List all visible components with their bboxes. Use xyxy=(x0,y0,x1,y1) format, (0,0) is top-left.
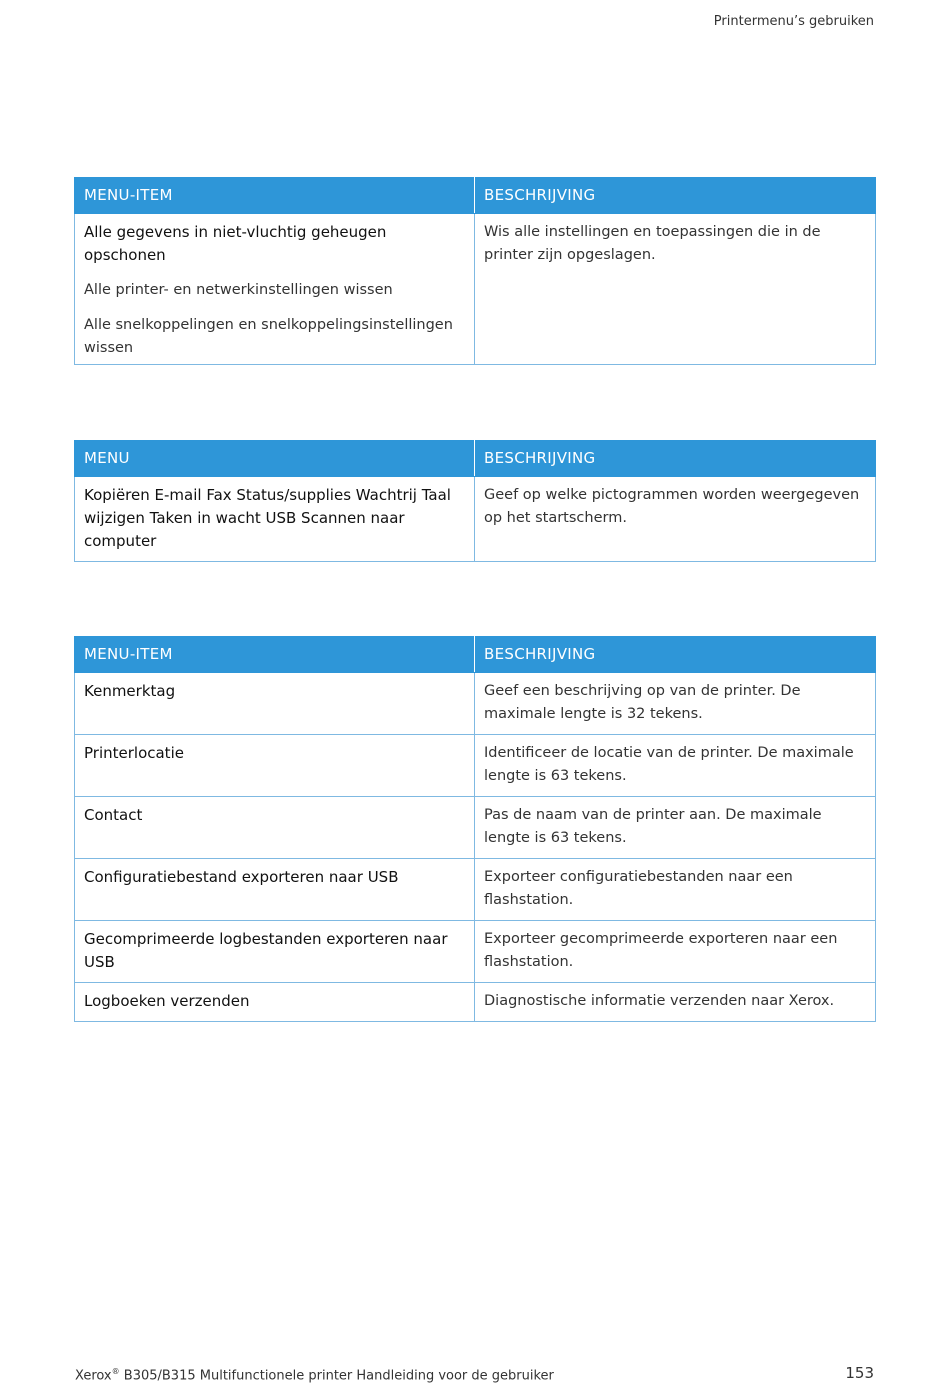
menu-item-option: Alle printer- en netwerkinstellingen wissen xyxy=(84,282,393,298)
column-header-description: BESCHRIJVING xyxy=(475,637,876,673)
description-cell: Geef op welke pictogrammen worden weergegeven op het startscherm. xyxy=(475,477,876,562)
footer-brand: Xerox xyxy=(75,1368,112,1384)
table-row xyxy=(75,214,876,365)
table-header-row xyxy=(75,441,876,477)
menu-item-cell xyxy=(75,214,475,365)
footer-product: B305/B315 Multifunctionele printer Handleiding voor de gebruiker xyxy=(119,1368,554,1384)
description-cell: Diagnostische informatie verzenden naar Xerox. xyxy=(475,983,876,1022)
table-row xyxy=(75,859,876,921)
running-header: Printermenu’s gebruiken xyxy=(713,14,874,29)
menu-item-cell: Contact xyxy=(75,797,475,859)
column-header-description: BESCHRIJVING xyxy=(475,178,876,214)
menu-item-cell: Logboeken verzenden xyxy=(75,983,475,1022)
menu-item-cell: Gecomprimeerde logbestanden exporteren naar USB xyxy=(75,921,475,983)
menu-item-cell: Kenmerktag xyxy=(75,673,475,735)
description-cell: Pas de naam van de printer aan. De maximale lengte is 63 tekens. xyxy=(475,797,876,859)
table-row xyxy=(75,735,876,797)
table-header-row xyxy=(75,637,876,673)
menu-item-name: Alle gegevens in niet-vluchtig geheugen opschonen xyxy=(84,223,387,264)
table-row xyxy=(75,797,876,859)
menu-item-cell: Configuratiebestand exporteren naar USB xyxy=(75,859,475,921)
table-row xyxy=(75,673,876,735)
menu-table-device-info xyxy=(74,636,876,1022)
page-number: 153 xyxy=(845,1364,874,1382)
description-cell: Wis alle instellingen en toepassingen die in de printer zijn opgeslagen. xyxy=(475,214,876,365)
table-row xyxy=(75,983,876,1022)
menu-table-erase xyxy=(74,177,876,365)
table-row xyxy=(75,921,876,983)
menu-item-option: Alle snelkoppelingen en snelkoppelingsinstellingen wissen xyxy=(84,317,453,356)
footer-document-title xyxy=(75,1367,554,1383)
description-cell: Geef een beschrijving op van de printer. De maximale lengte is 32 tekens. xyxy=(475,673,876,735)
column-header-menu-item: MENU-ITEM xyxy=(75,637,475,673)
description-cell: Exporteer gecomprimeerde exporteren naar een flashstation. xyxy=(475,921,876,983)
column-header-description: BESCHRIJVING xyxy=(475,441,876,477)
description-cell: Exporteer configuratiebestanden naar een flashstation. xyxy=(475,859,876,921)
column-header-menu: MENU xyxy=(75,441,475,477)
menu-item-cell: Kopiëren E-mail Fax Status/supplies Wachtrij Taal wijzigen Taken in wacht USB Scannen naar computer xyxy=(75,477,475,562)
description-cell: Identificeer de locatie van de printer. De maximale lengte is 63 tekens. xyxy=(475,735,876,797)
menu-table-home-icons xyxy=(74,440,876,562)
column-header-menu-item: MENU-ITEM xyxy=(75,178,475,214)
menu-item-cell: Printerlocatie xyxy=(75,735,475,797)
table-row xyxy=(75,477,876,562)
table-header-row xyxy=(75,178,876,214)
trademark-symbol: ® xyxy=(111,1367,120,1376)
